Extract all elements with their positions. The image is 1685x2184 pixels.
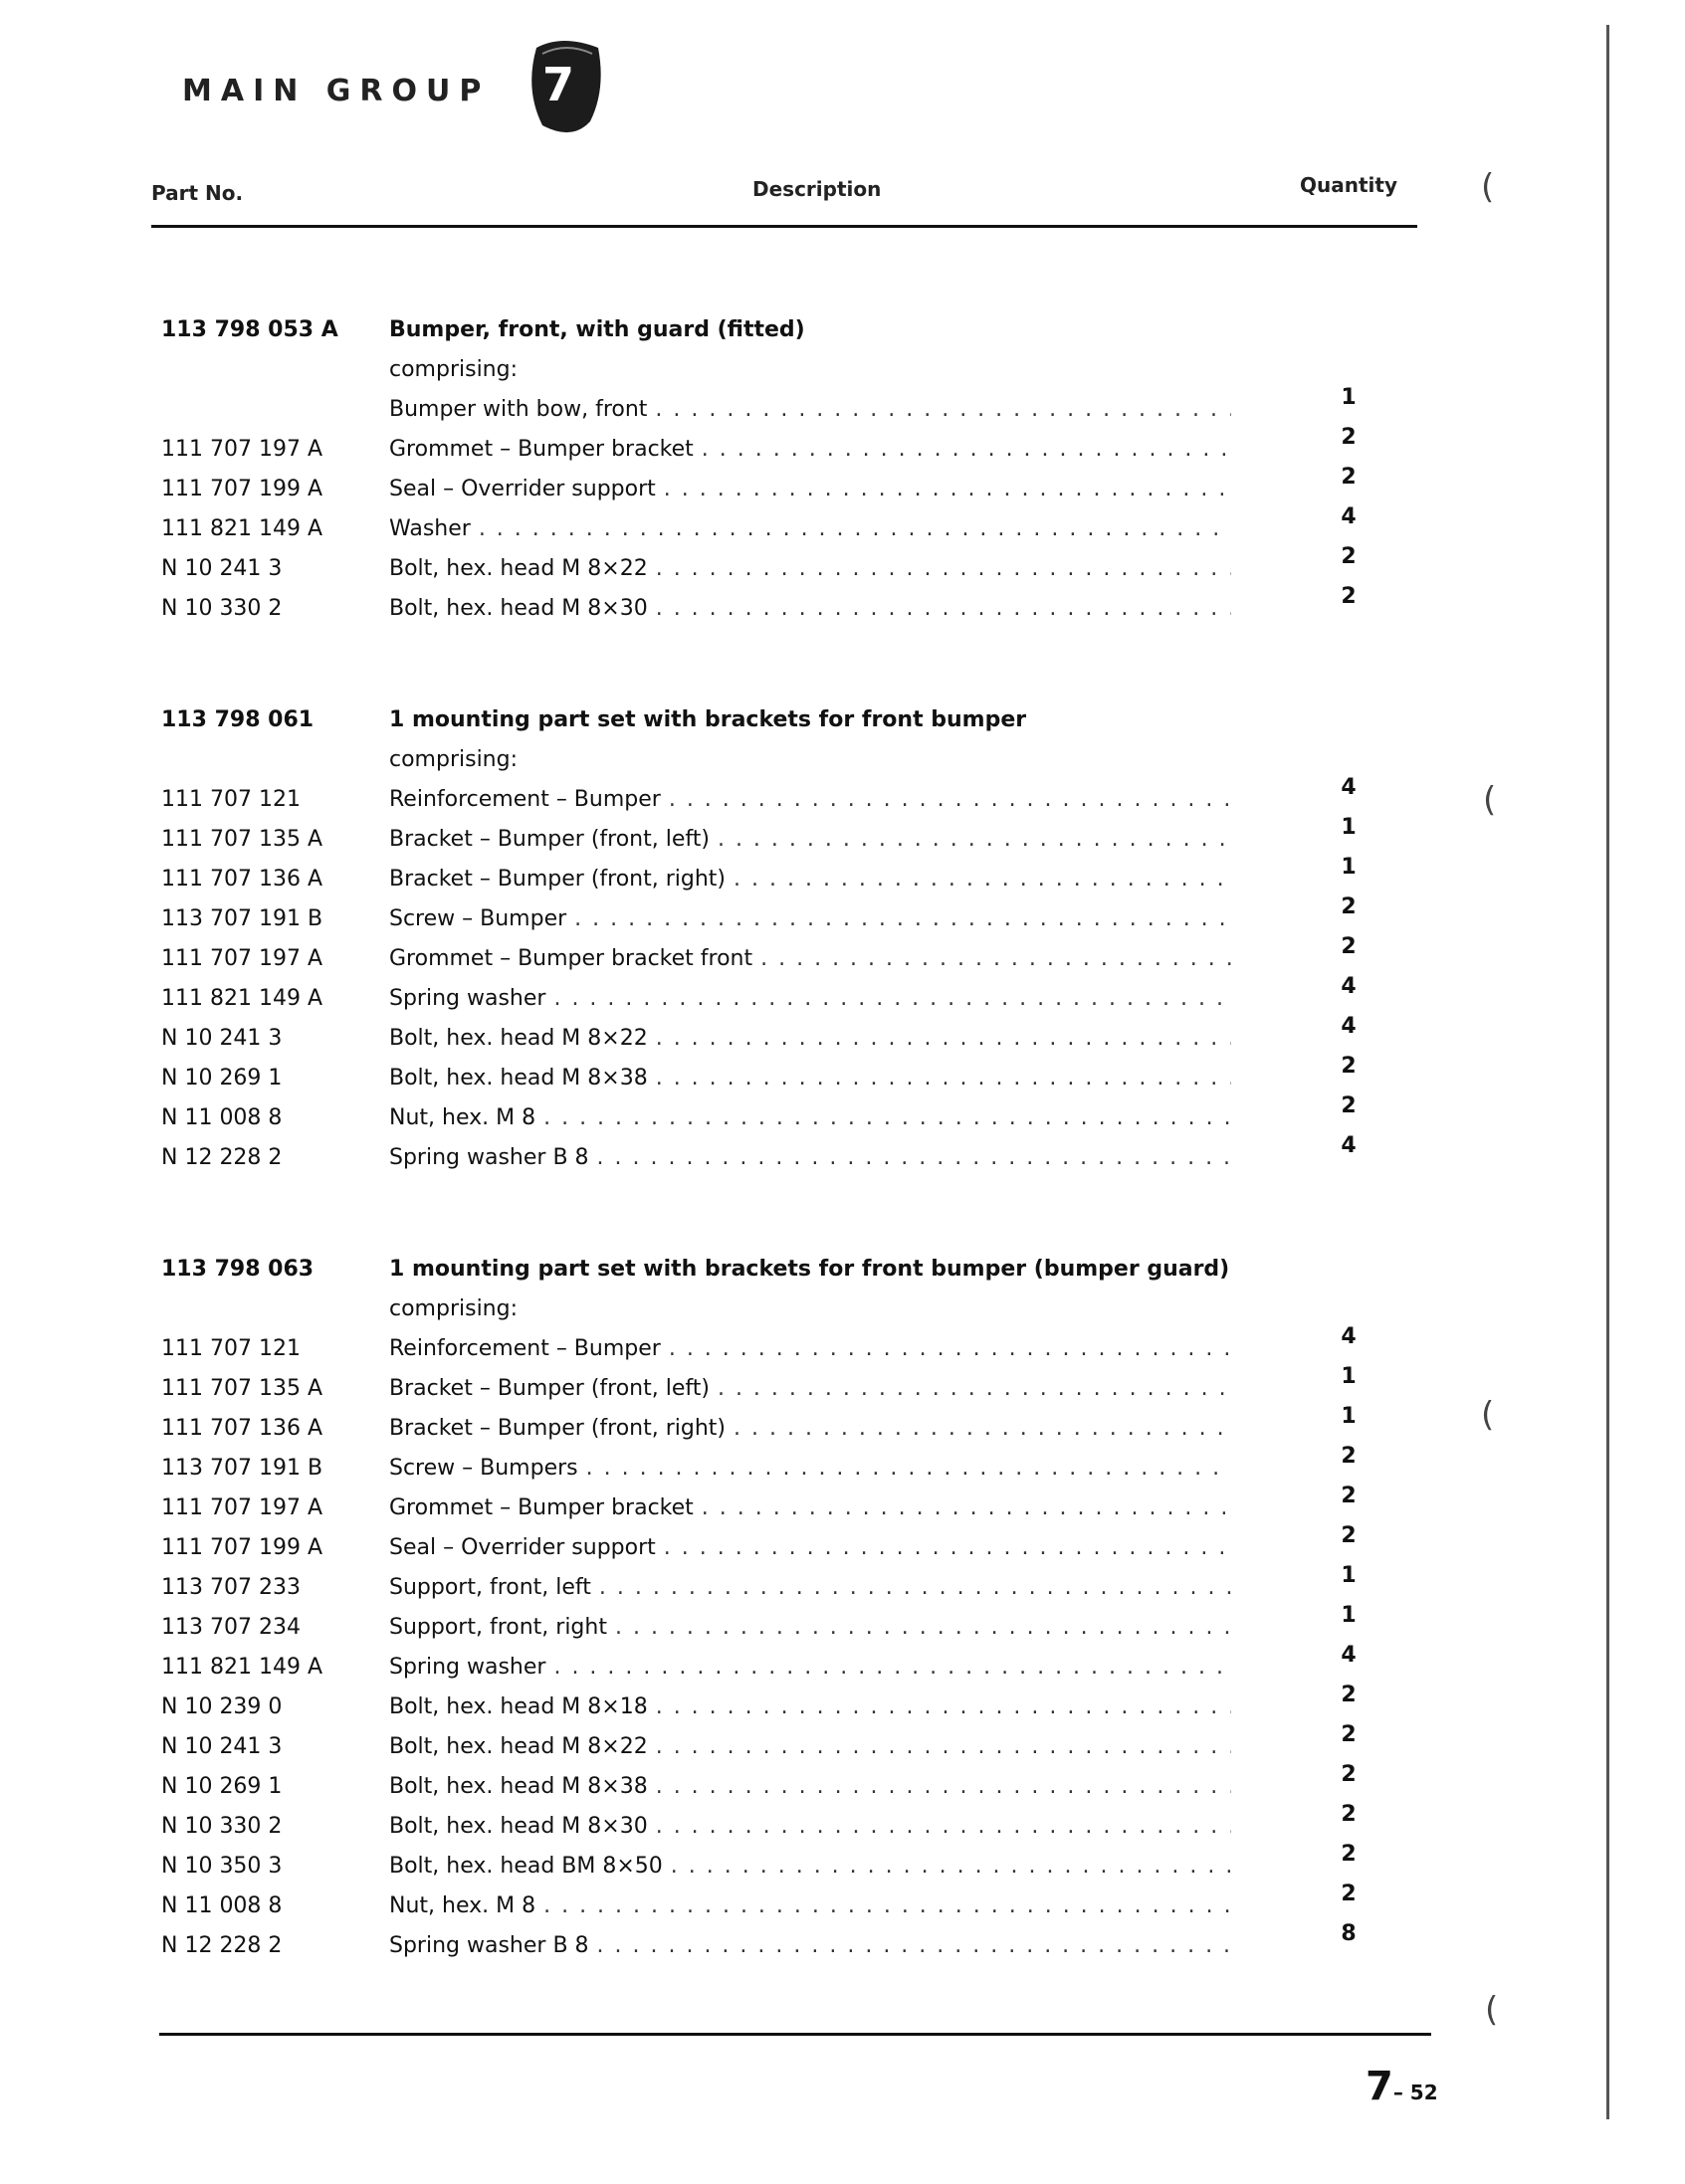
quantity: 4 — [1341, 504, 1357, 529]
table-row — [0, 465, 1393, 509]
quantity: 4 — [1341, 1643, 1357, 1668]
table-row — [0, 1404, 1393, 1449]
quantity: 2 — [1341, 1093, 1357, 1118]
table-row — [0, 815, 1393, 860]
part-description: Screw – Bumpers . . . — [389, 1449, 1231, 1489]
part-number: N 10 241 3 — [161, 556, 283, 581]
table-row — [0, 894, 1393, 939]
table-row — [0, 974, 1393, 1019]
section-header — [0, 700, 1393, 740]
part-number: 113 707 191 B — [161, 906, 323, 931]
part-number: 111 821 149 A — [161, 1655, 323, 1680]
table-row — [0, 1324, 1393, 1369]
quantity: 4 — [1341, 1133, 1357, 1158]
part-description: Bolt, hex. head M 8×38 . . . — [389, 1059, 1231, 1098]
part-number: 111 707 197 A — [161, 1495, 323, 1520]
binding-mark: ( — [1481, 1395, 1495, 1435]
part-description: Bumper with bow, front . . . — [389, 390, 1231, 430]
part-number: 111 707 121 — [161, 787, 301, 812]
part-number: 111 707 199 A — [161, 477, 323, 501]
part-description: Bolt, hex. head M 8×22 . . . — [389, 1727, 1231, 1767]
table-row — [0, 1882, 1393, 1926]
part-description: Grommet – Bumper bracket . . . — [389, 430, 1231, 470]
page-title: MAIN GROUP — [182, 74, 491, 108]
table-row — [0, 1603, 1393, 1648]
col-header-part-no: Part No. — [151, 181, 244, 205]
table-row — [0, 1364, 1393, 1409]
part-description: Bolt, hex. head M 8×18 . . . — [389, 1688, 1231, 1727]
part-number: N 11 008 8 — [161, 1893, 283, 1918]
quantity: 2 — [1341, 1762, 1357, 1787]
quantity: 8 — [1341, 1921, 1357, 1946]
table-row — [0, 1842, 1393, 1886]
table-row — [0, 1054, 1393, 1098]
part-description: Seal – Overrider support . . . — [389, 1528, 1231, 1568]
part-number: N 10 239 0 — [161, 1694, 283, 1719]
col-header-quantity: Quantity — [1300, 173, 1397, 197]
part-number: 111 707 197 A — [161, 946, 323, 971]
quantity: 2 — [1341, 1444, 1357, 1469]
quantity: 1 — [1341, 1563, 1357, 1588]
group-number: 7 — [541, 58, 574, 111]
part-number: 113 707 234 — [161, 1615, 301, 1640]
table-row — [0, 1014, 1393, 1059]
table-row — [0, 934, 1393, 979]
part-description: Bolt, hex. head M 8×30 . . . — [389, 1807, 1231, 1847]
part-number: N 10 269 1 — [161, 1066, 283, 1091]
binding-mark: ( — [1483, 780, 1497, 820]
table-row — [0, 1722, 1393, 1767]
table-row — [0, 1643, 1393, 1688]
part-description: Nut, hex. M 8 . . . — [389, 1886, 1231, 1926]
quantity: 2 — [1341, 1523, 1357, 1548]
table-row — [0, 1444, 1393, 1489]
quantity: 1 — [1341, 385, 1357, 410]
comprising-label: comprising: — [389, 747, 519, 772]
table-row — [0, 1921, 1393, 1966]
group-number-badge — [523, 30, 612, 139]
part-description: Bolt, hex. head BM 8×50 . . . — [389, 1847, 1231, 1886]
part-number: N 11 008 8 — [161, 1105, 283, 1130]
page-number-sub: – 52 — [1392, 2081, 1438, 2104]
quantity: 2 — [1341, 894, 1357, 919]
part-number: 111 707 199 A — [161, 1535, 323, 1560]
part-description: Bracket – Bumper (front, left) . . . — [389, 820, 1231, 860]
quantity: 2 — [1341, 544, 1357, 569]
part-description: Bracket – Bumper (front, right) . . . — [389, 860, 1231, 899]
quantity: 1 — [1341, 1364, 1357, 1389]
section-part-no: 113 798 061 — [161, 707, 315, 732]
page-number: 7– 52 — [1366, 2064, 1438, 2109]
part-description: Support, front, left . . . — [389, 1568, 1231, 1608]
footer-rule — [159, 2033, 1431, 2036]
table-row — [0, 1802, 1393, 1847]
quantity: 2 — [1341, 1842, 1357, 1867]
section-title: 1 mounting part set with brackets for front bumper (bumper guard) — [389, 1257, 1230, 1282]
quantity: 2 — [1341, 425, 1357, 450]
quantity: 1 — [1341, 1404, 1357, 1429]
table-row — [0, 1683, 1393, 1727]
comprising-label: comprising: — [389, 357, 519, 382]
table-row — [0, 544, 1393, 589]
part-number: 113 707 191 B — [161, 1456, 323, 1481]
part-description: Bolt, hex. head M 8×38 . . . — [389, 1767, 1231, 1807]
section-header — [0, 1250, 1393, 1290]
table-row — [0, 584, 1393, 629]
comprising-label: comprising: — [389, 1296, 519, 1321]
section-title: Bumper, front, with guard (fitted) — [389, 317, 805, 342]
quantity: 1 — [1341, 1603, 1357, 1628]
section-header — [0, 310, 1393, 350]
quantity: 2 — [1341, 465, 1357, 490]
quantity: 2 — [1341, 1722, 1357, 1747]
quantity: 2 — [1341, 1802, 1357, 1827]
part-number: 111 707 136 A — [161, 867, 323, 892]
part-number: 111 707 121 — [161, 1336, 301, 1361]
part-description: Bolt, hex. head M 8×22 . . . — [389, 549, 1231, 589]
part-description: Bolt, hex. head M 8×22 . . . — [389, 1019, 1231, 1059]
part-number: N 10 241 3 — [161, 1734, 283, 1759]
part-number: N 10 241 3 — [161, 1026, 283, 1051]
part-number: 111 707 135 A — [161, 827, 323, 852]
quantity: 2 — [1341, 1683, 1357, 1707]
table-row — [0, 775, 1393, 820]
quantity: 2 — [1341, 584, 1357, 609]
table-row — [0, 425, 1393, 470]
part-description: Reinforcement – Bumper . . . — [389, 780, 1231, 820]
section-part-no: 113 798 053 A — [161, 317, 338, 342]
part-description: Bracket – Bumper (front, right) . . . — [389, 1409, 1231, 1449]
part-description: Spring washer . . . — [389, 979, 1231, 1019]
quantity: 4 — [1341, 1324, 1357, 1349]
table-row — [0, 1093, 1393, 1138]
part-description: Spring washer B 8 . . . — [389, 1138, 1231, 1178]
part-description: Bracket – Bumper (front, left) . . . — [389, 1369, 1231, 1409]
binding-mark: ( — [1485, 1990, 1499, 2030]
page-edge-line — [1606, 25, 1609, 2119]
part-description: Seal – Overrider support . . . — [389, 470, 1231, 509]
part-description: Reinforcement – Bumper . . . — [389, 1329, 1231, 1369]
part-number: N 10 330 2 — [161, 1814, 283, 1839]
table-row — [0, 385, 1393, 430]
part-description: Support, front, right . . . — [389, 1608, 1231, 1648]
part-description: Spring washer B 8 . . . — [389, 1926, 1231, 1966]
part-number: 113 707 233 — [161, 1575, 301, 1600]
part-description: Spring washer . . . — [389, 1648, 1231, 1688]
table-row — [0, 1523, 1393, 1568]
part-number: N 10 330 2 — [161, 596, 283, 621]
part-number: 111 707 135 A — [161, 1376, 323, 1401]
table-row — [0, 855, 1393, 899]
part-description: Screw – Bumper . . . — [389, 899, 1231, 939]
part-description: Bolt, hex. head M 8×30 . . . — [389, 589, 1231, 629]
section-title: 1 mounting part set with brackets for front bumper — [389, 707, 1027, 732]
part-description: Washer . . . — [389, 509, 1231, 549]
part-number: 111 821 149 A — [161, 986, 323, 1011]
col-header-description: Description — [752, 177, 882, 201]
quantity: 1 — [1341, 815, 1357, 840]
table-row — [0, 504, 1393, 549]
table-row — [0, 1563, 1393, 1608]
quantity: 4 — [1341, 974, 1357, 999]
binding-mark: ( — [1481, 167, 1495, 207]
quantity: 2 — [1341, 1054, 1357, 1079]
quantity: 1 — [1341, 855, 1357, 880]
table-row — [0, 1484, 1393, 1528]
section-part-no: 113 798 063 — [161, 1257, 315, 1282]
part-description: Grommet – Bumper bracket front . . . — [389, 939, 1231, 979]
part-number: 111 707 136 A — [161, 1416, 323, 1441]
part-number: 111 707 197 A — [161, 437, 323, 462]
part-description: Nut, hex. M 8 . . . — [389, 1098, 1231, 1138]
quantity: 2 — [1341, 1882, 1357, 1906]
quantity: 4 — [1341, 775, 1357, 800]
part-description: Grommet – Bumper bracket . . . — [389, 1489, 1231, 1528]
part-number: 111 821 149 A — [161, 516, 323, 541]
table-row — [0, 1762, 1393, 1807]
header-rule — [151, 225, 1417, 228]
part-number: N 10 350 3 — [161, 1854, 283, 1879]
quantity: 4 — [1341, 1014, 1357, 1039]
quantity: 2 — [1341, 934, 1357, 959]
part-number: N 10 269 1 — [161, 1774, 283, 1799]
table-row — [0, 1133, 1393, 1178]
part-number: N 12 228 2 — [161, 1933, 283, 1958]
part-number: N 12 228 2 — [161, 1145, 283, 1170]
quantity: 2 — [1341, 1484, 1357, 1508]
